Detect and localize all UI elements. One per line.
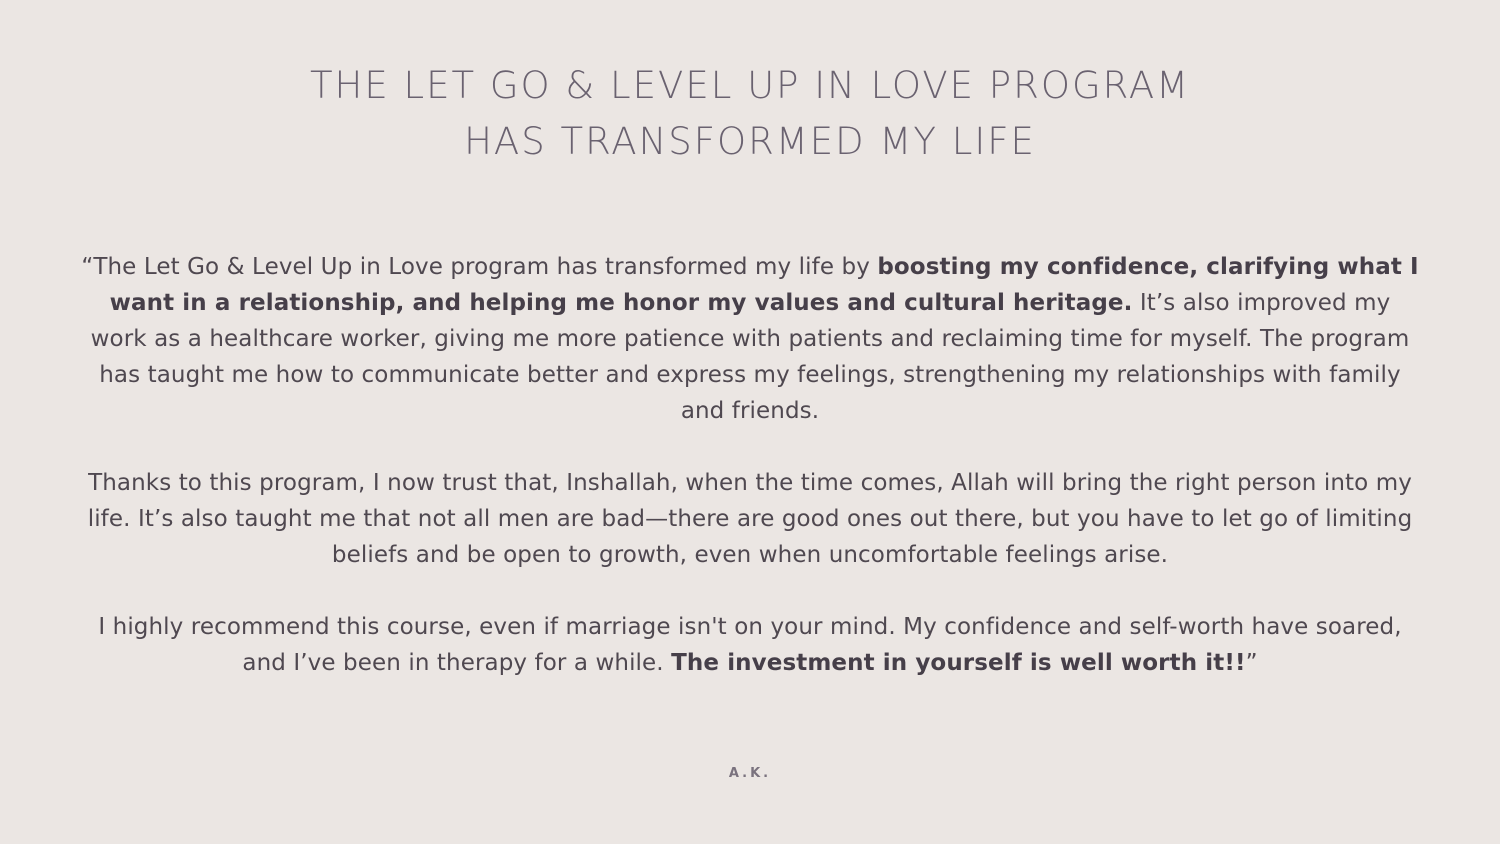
quote-p3-close: ” bbox=[1245, 650, 1258, 676]
quote-p3-intro: I highly recommend this course, even if marriage isn't on your mind. My confidence and self-worth have soared, and I’ve been in therapy for a while. bbox=[98, 614, 1402, 676]
headline-line-2: HAS TRANSFORMED MY LIFE bbox=[464, 120, 1036, 163]
quote-p1-rest: It’s also improved my work as a healthcare worker, giving me more patience with patients and reclaiming time for myself. The program has taught me how to communicate better and express my feelings, strengthening my relationships with family and friends. bbox=[90, 290, 1410, 424]
quote-paragraph-3 bbox=[80, 609, 1420, 681]
quote-paragraph-2: Thanks to this program, I now trust that, Inshallah, when the time comes, Allah will bring the right person into my life. It’s also taught me that not all men are bad—there are good ones out there, but you have to let go of limiting beliefs and be open to growth, even when uncomfortable feelings arise. bbox=[87, 470, 1413, 568]
quote-paragraph-1 bbox=[80, 249, 1420, 429]
headline-line-1: THE LET GO & LEVEL UP IN LOVE PROGRAM bbox=[309, 64, 1191, 107]
testimonial-quote bbox=[80, 249, 1420, 681]
quote-p3-highlight: The investment in yourself is well worth it!! bbox=[671, 650, 1246, 676]
testimonial-author: A.K. bbox=[728, 766, 772, 781]
testimonial-headline bbox=[0, 58, 1500, 170]
quote-p1-intro: “The Let Go & Level Up in Love program has transformed my life by bbox=[81, 254, 878, 280]
quote-p1-highlight: boosting my confidence, clarifying what I want in a relationship, and helping me honor my values and cultural heritage. bbox=[109, 254, 1419, 316]
